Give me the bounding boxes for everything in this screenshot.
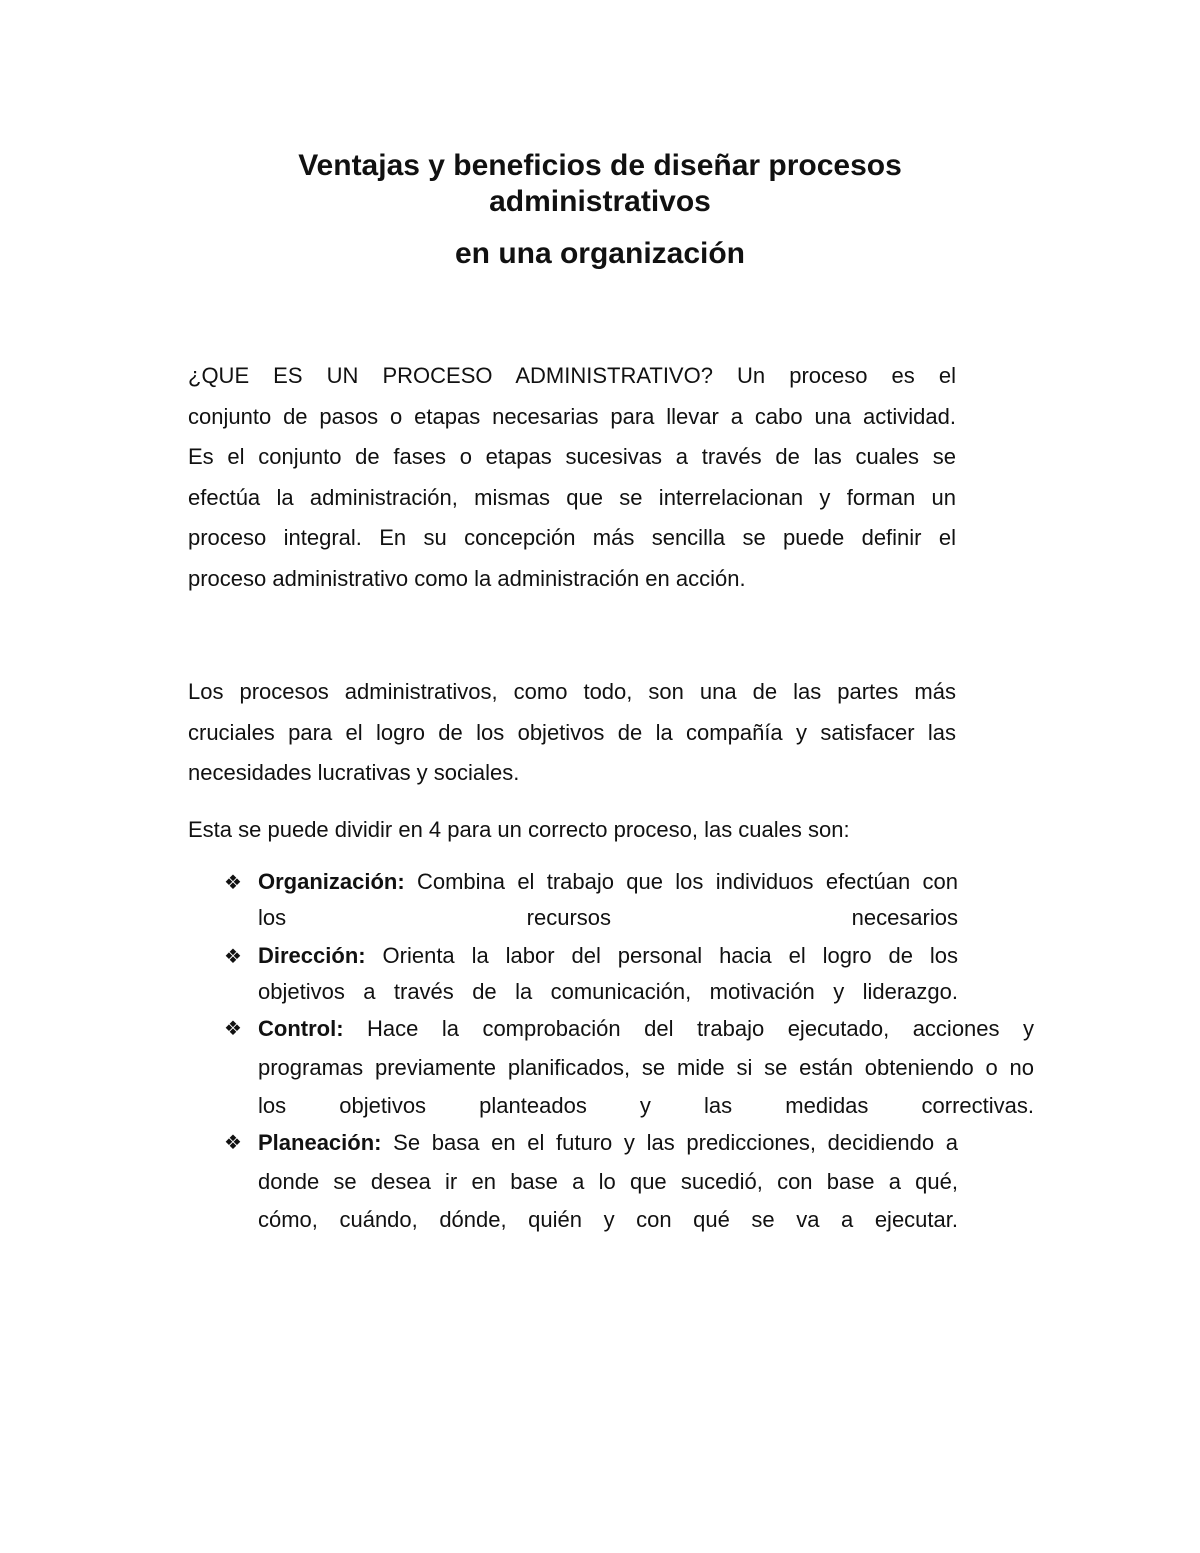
diamond-bullet-icon: ❖ — [224, 1016, 242, 1040]
paragraph-line: proceso integral. En su concepción más sencilla se puede definir el — [188, 525, 956, 551]
paragraph-line: conjunto de pasos o etapas necesarias para llevar a cabo una actividad. — [188, 403, 956, 429]
title-line-1: Ventajas y beneficios de diseñar procesos — [298, 149, 902, 182]
item-text: los recursos necesarios — [258, 905, 958, 930]
title-line-2: administrativos — [489, 185, 711, 218]
paragraph-line: efectúa la administración, mismas que se interrelacionan y forman un — [188, 484, 956, 510]
item-text: Orienta la labor del personal hacia el logro de los — [365, 943, 958, 968]
item-text: Se basa en el futuro y las predicciones, decidiendo a — [381, 1130, 958, 1155]
paragraph-line: cruciales para el logro de los objetivos de la compañía y satisfacer las — [188, 719, 956, 745]
item-text: los objetivos planteados y las medidas correctivas. — [258, 1093, 1034, 1118]
division-intro-paragraph — [188, 810, 968, 851]
paragraph-line: ¿QUE ES UN PROCESO ADMINISTRATIVO? Un proceso es el — [188, 363, 956, 388]
paragraph-line: Esta se puede dividir en 4 para un correcto proceso, las cuales son: — [188, 817, 850, 842]
item-label: Organización: — [258, 869, 405, 894]
document-subtitle — [200, 236, 1000, 272]
paragraph-line: Es el conjunto de fases o etapas sucesivas a través de las cuales se — [188, 444, 956, 470]
diamond-bullet-icon: ❖ — [224, 944, 242, 968]
item-label: Dirección: — [258, 943, 366, 968]
diamond-bullet-icon: ❖ — [224, 870, 242, 894]
item-text: objetivos a través de la comunicación, motivación y liderazgo. — [258, 979, 958, 1004]
title-line-3: en una organización — [454, 237, 746, 270]
item-text: donde se desea ir en base a lo que sucedió, con base a qué, — [258, 1168, 958, 1194]
importance-paragraph — [188, 672, 956, 794]
document-title — [200, 148, 1000, 220]
paragraph-line: necesidades lucrativas y sociales. — [188, 760, 520, 786]
item-text: programas previamente planificados, se mide si se están obteniendo o no — [258, 1054, 1034, 1080]
paragraph-line: proceso administrativo como la administración en acción. — [188, 565, 746, 591]
definition-paragraph — [188, 356, 956, 600]
diamond-bullet-icon: ❖ — [224, 1130, 242, 1154]
item-text: Hace la comprobación del trabajo ejecutado, acciones y — [343, 1016, 1034, 1041]
paragraph-line: Los procesos administrativos, como todo, son una de las partes más — [188, 679, 956, 704]
item-label: Planeación: — [258, 1130, 382, 1155]
item-text: Combina el trabajo que los individuos efectúan con — [404, 869, 958, 894]
item-label: Control: — [258, 1016, 344, 1041]
item-text: cómo, cuándo, dónde, quién y con qué se va a ejecutar. — [258, 1207, 958, 1232]
